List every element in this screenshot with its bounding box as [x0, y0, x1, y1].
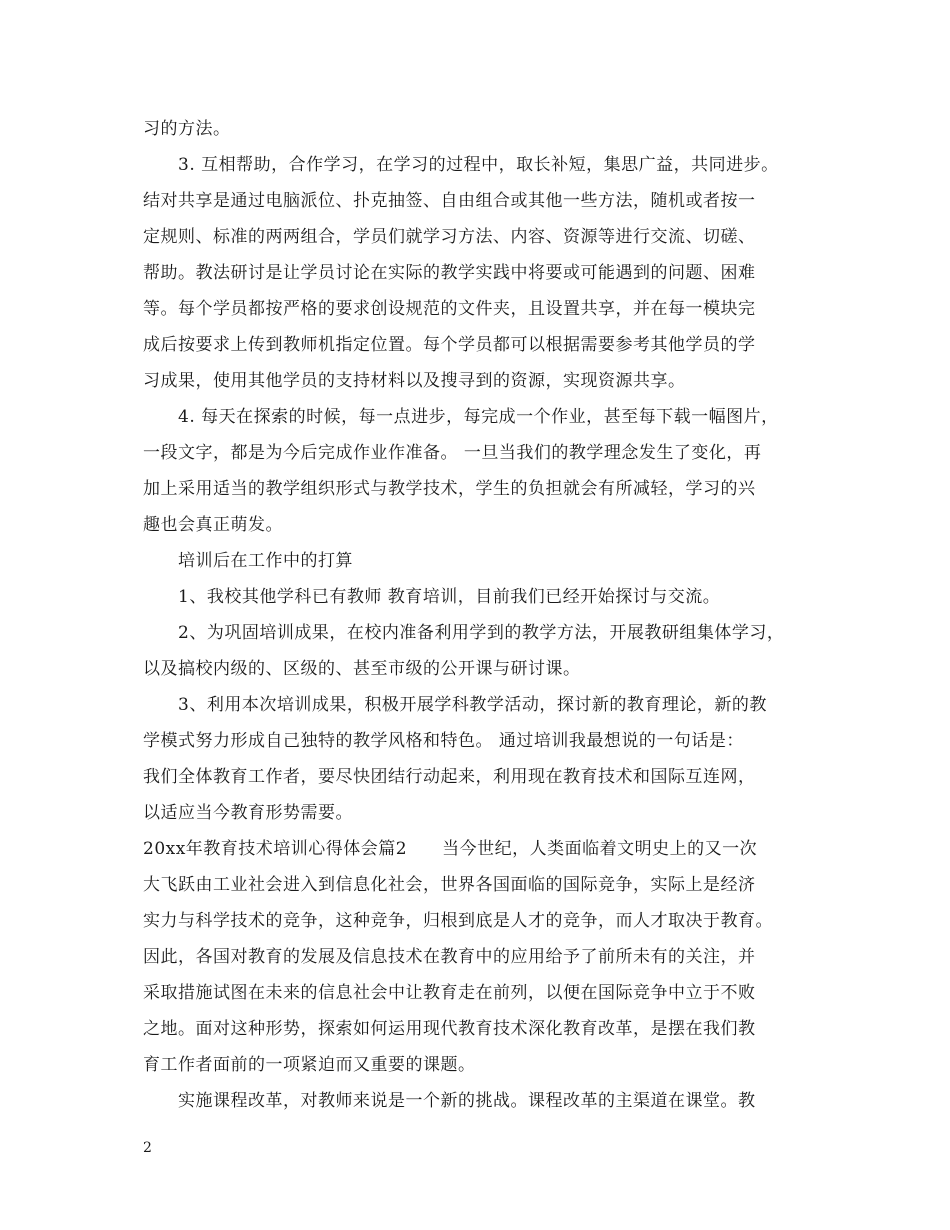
text-line: 实力与科学技术的竞争，这种竞争，归根到底是人才的竞争，而人才取决于教育。 — [143, 911, 773, 931]
text-line: 大飞跃由工业社会进入到信息化社会，世界各国面临的国际竞争，实际上是经济 — [143, 875, 756, 895]
text-line: 习成果，使用其他学员的支持材料以及搜寻到的资源，实现资源共享。 — [143, 371, 686, 391]
text-line: 一段文字，都是为今后完成作业作准备。 一旦当我们的教学理念发生了变化，再 — [143, 443, 762, 463]
text-line: 等。每个学员都按严格的要求创设规范的文件夹，且设置共享，并在每一模块完 — [143, 299, 756, 319]
text-line: 成后按要求上传到教师机指定位置。每个学员都可以根据需要参考其他学员的学 — [143, 335, 756, 355]
text-line: 之地。面对这种形势，探索如何运用现代教育技术深化教育改革，是摆在我们教 — [143, 1019, 756, 1039]
text-line: 采取措施试图在未来的信息社会中让教育走在前列，以便在国际竞争中立于不败 — [143, 983, 756, 1003]
text-line: 加上采用适当的教学组织形式与教学技术，学生的负担就会有所减轻，学习的兴 — [143, 479, 756, 499]
text-line: 以及搞校内级的、区级的、甚至市级的公开课与研讨课。 — [143, 659, 581, 679]
text-line: 我们全体教育工作者，要尽快团结行动起来，利用现在教育技术和国际互连网， — [143, 767, 756, 787]
page-number: 2 — [143, 1140, 152, 1156]
text-line: 实施课程改革，对教师来说是一个新的挑战。课程改革的主渠道在课堂。教 — [178, 1091, 756, 1111]
text-line: 1、我校其他学科已有教师 教育培训，目前我们已经开始探讨与交流。 — [178, 587, 721, 607]
section-heading: 培训后在工作中的打算 — [178, 551, 353, 571]
text-line: 定规则、标准的两两组合，学员们就学习方法、内容、资源等进行交流、切磋、 — [143, 227, 756, 247]
text-line: 3. 互相帮助，合作学习，在学习的过程中，取长补短，集思广益，共同进步。 — [178, 155, 779, 175]
text-line: 因此，各国对教育的发展及信息技术在教育中的应用给予了前所未有的关注，并 — [143, 947, 756, 967]
text-line: 结对共享是通过电脑派位、扑克抽签、自由组合或其他一些方法，随机或者按一 — [143, 191, 756, 211]
text-line: 育工作者面前的一项紧迫而又重要的课题。 — [143, 1055, 476, 1075]
text-line: 2、为巩固培训成果，在校内准备利用学到的教学方法，开展教研组集体学习， — [178, 623, 785, 643]
text-line: 趣也会真正萌发。 — [143, 515, 283, 535]
text-line: 以适应当今教育形势需要。 — [143, 803, 353, 823]
text-line: 习的方法。 — [143, 119, 231, 139]
text-line: 学模式努力形成自己独特的教学风格和特色。 通过培训我最想说的一句话是： — [143, 731, 744, 751]
text-line: 4. 每天在探索的时候，每一点进步，每完成一个作业，甚至每下载一幅图片， — [178, 407, 779, 427]
text-line: 帮助。教法研讨是让学员讨论在实际的教学实践中将要或可能遇到的问题、困难 — [143, 263, 756, 283]
text-line: 3、利用本次培训成果，积极开展学科教学活动，探讨新的教育理论，新的教 — [178, 695, 767, 715]
article-title-line: 20xx年教育技术培训心得体会篇2 当今世纪，人类面临着文明史上的又一次 — [143, 839, 758, 859]
